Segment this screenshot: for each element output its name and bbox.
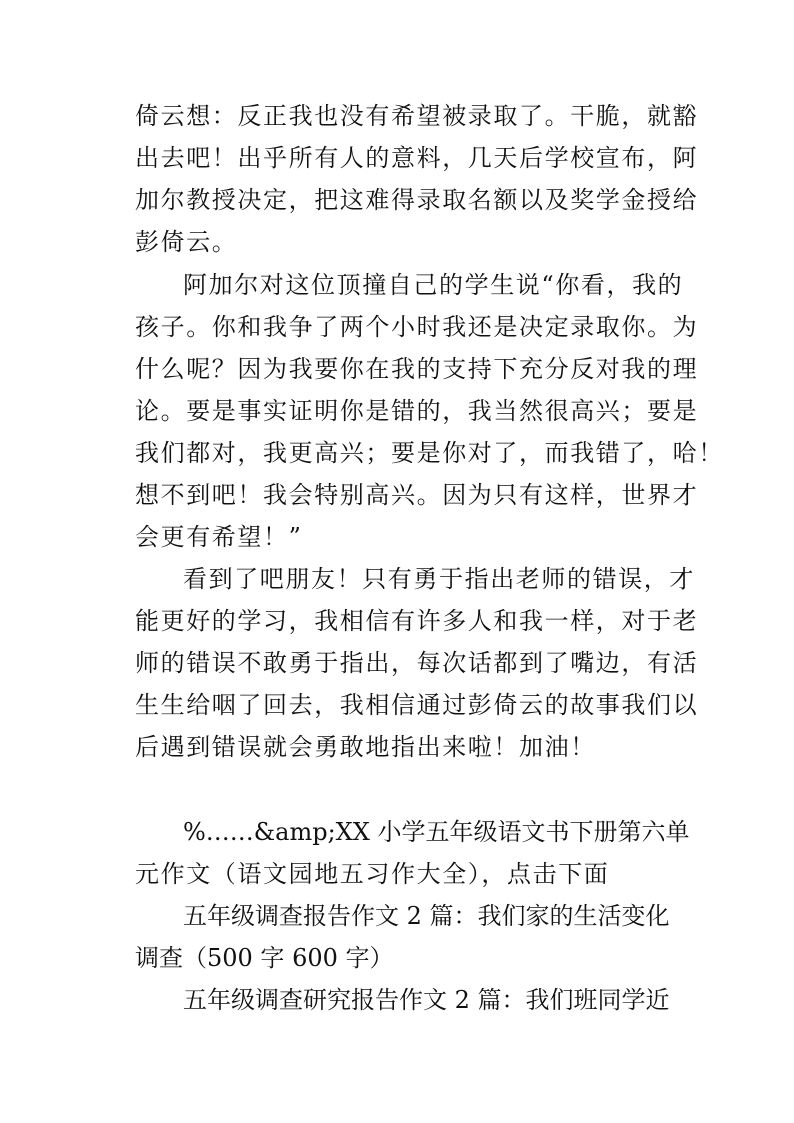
paragraph-1-line-1: 倚云想：反正我也没有希望被录取了。干脆，就豁 xyxy=(135,102,699,130)
paragraph-1-line-4: 彭倚云。 xyxy=(135,228,238,256)
paragraph-4-line-2: 元作文（语文园地五习作大全），点击下面 xyxy=(135,860,610,888)
paragraph-2-line-4: 论。要是事实证明你是错的，我当然很高兴；要是 xyxy=(135,397,699,425)
paragraph-2-line-2: 孩子。你和我争了两个小时我还是决定录取你。为 xyxy=(135,313,699,341)
paragraph-2-line-6: 想不到吧！我会特别高兴。因为只有这样，世界才 xyxy=(135,481,699,509)
paragraph-1-line-2: 出去吧！出乎所有人的意料，几天后学校宣布，阿 xyxy=(135,144,699,172)
paragraph-3-line-2: 能更好的学习，我相信有许多人和我一样，对于老 xyxy=(135,607,699,635)
paragraph-5-line-2: 调查（500 字 600 字） xyxy=(135,944,394,972)
paragraph-2-line-7: 会更有希望！” xyxy=(135,523,303,551)
paragraph-2-line-5: 我们都对，我更高兴；要是你对了，而我错了，哈！ xyxy=(135,439,724,467)
paragraph-3-line-3: 师的错误不敢勇于指出，每次话都到了嘴边，有活 xyxy=(135,649,699,677)
paragraph-3-line-4: 生生给咽了回去，我相信通过彭倚云的故事我们以 xyxy=(135,691,699,719)
paragraph-4-line-1: %……&amp;XX 小学五年级语文书下册第六单 xyxy=(183,818,690,846)
paragraph-2-line-3: 什么呢？因为我要你在我的支持下充分反对我的理 xyxy=(135,355,699,383)
paragraph-6-line-1: 五年级调查研究报告作文 2 篇：我们班同学近 xyxy=(183,986,670,1014)
paragraph-5-line-1: 五年级调查报告作文 2 篇：我们家的生活变化 xyxy=(183,902,670,930)
paragraph-3-line-1: 看到了吧朋友！只有勇于指出老师的错误，才 xyxy=(183,565,695,593)
paragraph-1-line-3: 加尔教授决定，把这难得录取名额以及奖学金授给 xyxy=(135,186,699,214)
paragraph-2-line-1: 阿加尔对这位顶撞自己的学生说“你看，我的 xyxy=(183,271,684,299)
paragraph-3-line-5: 后遇到错误就会勇敢地指出来啦！加油！ xyxy=(135,733,596,761)
